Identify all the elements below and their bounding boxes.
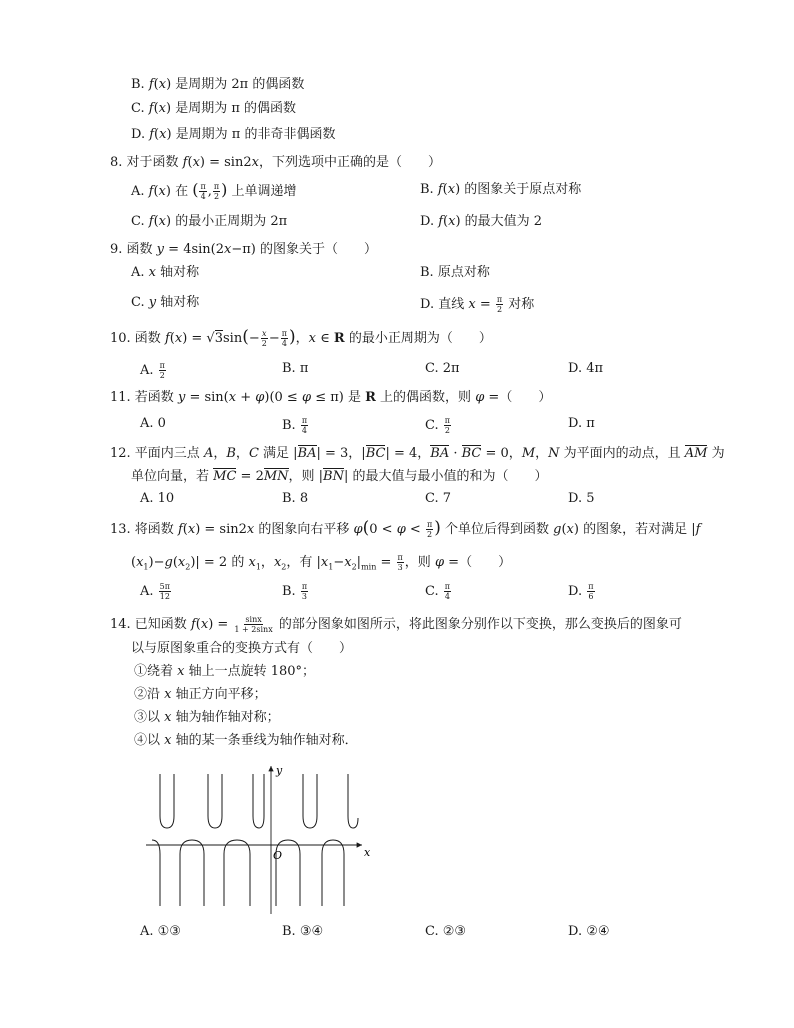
q9-option-c: C. y 轴对称 [131,295,200,310]
q14-stem-line1: 14. 已知函数 f(x) = $\frac{\sin x}{1 + 2\sin x}$ 的部分图象如图所示，将此图象分别作以下变换，那么变换后的图象可 [110,615,682,634]
q14-item-3: ③以 x 轴为轴作轴对称； [134,710,280,725]
q13-option-a: A. $\frac{5\pi}{12}$ [140,582,171,601]
q12-option-d: D. 5 [568,491,595,506]
q14-option-d: D. ②④ [568,924,610,939]
upper-branch-1 [160,774,174,828]
q14-option-a: A. ①③ [140,924,181,939]
origin-label: O [273,849,283,862]
q10-option-d: D. 4π [568,361,604,376]
q7-option-d: D. f(x) 是周期为 π 的非奇非偶函数 [131,127,336,142]
q10-stem: 10. 函数 f(x) = √3sin(− $\frac{x}{2}$ − $\frac{\pi}{4}$ )，x ∈ R 的最小正周期为（ ） [110,327,492,348]
q10-option-c: C. 2π [425,361,460,376]
q9-option-d: D. 直线 x = $\frac{\pi}{2}$ 对称 [420,295,535,314]
q9-stem: 9. 函数 y = 4sin(2x−π) 的图象关于（ ） [110,242,378,257]
q13-option-d: D. $\frac{\pi}{6}$ [568,582,594,601]
q7-option-c: C. f(x) 是周期为 π 的偶函数 [131,101,296,116]
q14-stem-line2: 以与原图象重合的变换方式有（ ） [131,641,353,656]
upper-branch-4 [303,774,317,828]
q8-option-d: D. f(x) 的最大值为 2 [420,214,543,229]
q11-stem: 11. 若函数 y = sin(x + φ)(0 ≤ φ ≤ π) 是 R 上的偶函数，则 φ =（ ） [110,390,552,405]
lower-branch-0 [152,840,160,906]
q10-option-b: B. π [282,361,309,376]
q9-option-a: A. x 轴对称 [131,265,200,280]
q9-option-b: B. 原点对称 [420,265,490,280]
q11-option-a: A. 0 [140,416,166,431]
q13-stem-line2: $(x_1)-g(x_2)| = 2$ 的 $x_1$，$x_2$，有 $|x_1-x_2|_{min}$ = $\frac{\pi}{3}$ ，则 φ =（ ） [131,553,512,572]
q14-item-2: ②沿 x 轴正方向平移； [134,687,267,702]
y-axis-label: y [276,764,283,777]
q13-option-b: B. $\frac{\pi}{3}$ [282,582,308,601]
q8-option-a: A. f(x) 在 ( $\frac{\pi}{4}$ , $\frac{\pi}{2}$ ) 上单调递增 [131,180,297,201]
lower-branch-1 [180,840,204,906]
q11-option-c: C. $\frac{\pi}{2}$ [425,416,451,435]
q12-stem-line2: 单位向量，若 MC = 2MN，则 |BN| 的最大值与最小值的和为（ ） [131,469,548,484]
q12-option-c: C. 7 [425,491,452,506]
q14-item-4: ④以 x 轴的某一条垂线为轴作轴对称． [134,733,358,748]
upper-branch-2 [208,774,222,828]
q14-item-1: ①绕着 x 轴上一点旋转 180°； [134,664,316,679]
upper-branch-3 [253,774,264,828]
q8-stem: 8. 对于函数 f(x) = sin2x，下列选项中正确的是（ ） [110,155,441,170]
q14-option-c: C. ②③ [425,924,467,939]
q12-stem-line1: 12. 平面内三点 A，B，C 满足 |BA| = 3，|BC| = 4，BA · BC = 0，M，N 为平面内的动点，且 AM 为 [110,446,725,461]
q8-option-c: C. f(x) 的最小正周期为 2π [131,214,288,229]
q13-option-c: C. $\frac{\pi}{4}$ [425,582,451,601]
q8-option-b: B. f(x) 的图象关于原点对称 [420,182,582,197]
q14-option-b: B. ③④ [282,924,324,939]
lower-branch-4 [322,840,344,906]
lower-branch-2 [224,840,250,906]
q10-option-a: A. $\frac{\pi}{2}$ [140,361,165,380]
q11-option-b: B. $\frac{\pi}{4}$ [282,416,308,435]
q12-option-b: B. 8 [282,491,309,506]
q7-option-b: B. f(x) 是周期为 2π 的偶函数 [131,77,305,92]
x-axis-label: x [364,846,371,859]
q14-function-graph [140,760,380,916]
q12-option-a: A. 10 [140,491,175,506]
q13-stem-line1: 13. 将函数 f(x) = sin2x 的图象向右平移 φ(0 < φ < $\frac{\pi}{2}$ ) 个单位后得到函数 g(x) 的图象，若对满足 |f [110,518,701,539]
upper-branch-5 [348,774,358,828]
q11-option-d: D. π [568,416,595,431]
